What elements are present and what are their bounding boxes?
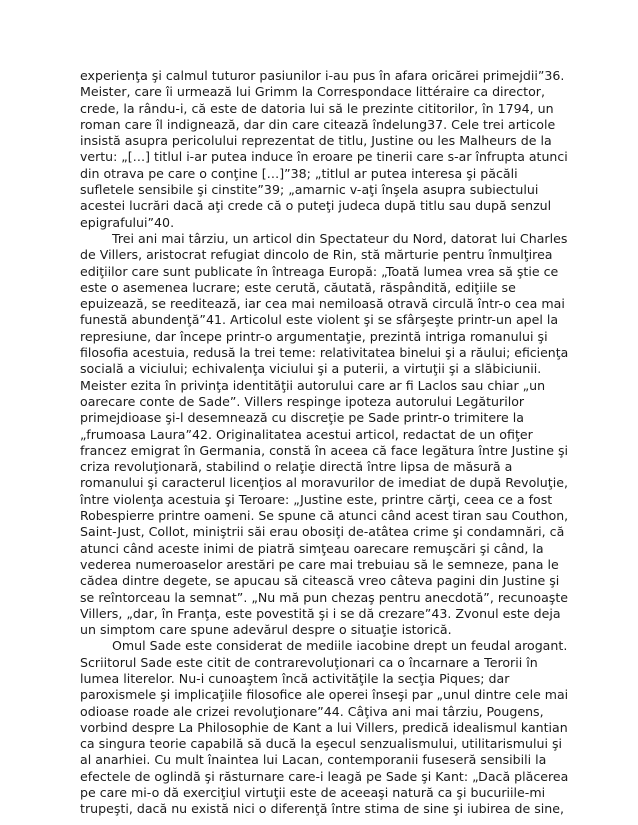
text-line: ca singura teorie capabilă să ducă la eşecul senzualismului, utilitarismului şi (80, 736, 563, 752)
text-line: între violenţa acestuia şi Teroare: „Justine este, printre cărţi, ceea ce a fost (80, 491, 553, 507)
text-line: sufletele sensibile şi cinstite”39; „amarnic v-aţi înşela asupra subiectului (80, 182, 539, 198)
text-line: pe care mi-o dă exerciţiul virtuţii este de aceeaşi natură ca şi bucuriile-mi (80, 785, 546, 801)
text-line: francez emigrat în Germania, constă în aceea că face legătura între Justine şi (80, 442, 569, 458)
text-line: epigrafului”40. (80, 214, 175, 230)
text-line: se reîntorceau la semnat”. „Nu mă pun chezaş pentru anecdotă”, recunoaşte (80, 589, 569, 605)
text-line: roman care îl indignează, dar din care citează îndelung37. Cele trei articole (80, 116, 556, 132)
text-line: cădea dintre degete, se apucau să citească vreo câteva pagini din Justine şi (80, 573, 560, 589)
text-line: ediţiilor care sunt publicate în întreaga Europă: „Toată lumea vrea să ştie ce (80, 263, 559, 279)
text-line: trupeşti, dacă nu există nici o diferenţă între stima de sine şi iubirea de sine, (80, 801, 564, 817)
text-line: al anarhiei. Cu mult înaintea lui Lacan, contemporanii fuseseră sensibili la (80, 752, 547, 768)
text-line: filosofia acestuia, redusă la trei teme: relativitatea binelui şi a răului; eficienţa (80, 345, 569, 361)
text-line: „frumoasa Laura”42. Originalitatea acestui articol, redactat de un ofiţer (80, 426, 533, 442)
text-line: romanului şi caracterul licenţios al moravurilor de imediat de după Revoluţie, (80, 475, 568, 491)
text-line: paroxismele şi implicaţiile filosofice ale operei înseşi par „unul dintre cele mai (80, 687, 569, 703)
text-line: vorbind despre La Philosophie de Kant a lui Villers, predică idealismul kantian (80, 719, 568, 735)
text-line: atunci când aceste inimi de piatră simţeau oarecare remuşcări şi când, la (80, 540, 544, 556)
text-line: epuizează, se reeditează, iar cea mai nemiloasă otravă circulă într-o cea mai (80, 296, 565, 312)
text-line: Villers, „dar, în Franţa, este povestită şi i se dă crezare”43. Zvonul este deja (80, 605, 561, 621)
text-line: Meister, care îi urmează lui Grimm la Correspondace littéraire ca director, (80, 84, 545, 100)
text-line: primejdioase şi-l desemnează cu discreţie pe Sade printr-o trimitere la (80, 410, 524, 426)
text-line: Robespierre printre oameni. Se spune că atunci când acest tiran sau Couthon, (80, 508, 569, 524)
text-line: criza revoluţionară, stabilind o relaţie directă între lipsa de măsură a (80, 459, 513, 475)
text-line: crede, la rându-i, că este de datoria lui să le prezinte cititorilor, în 1794, un (80, 100, 554, 116)
body-text (80, 68, 568, 818)
text-line: este o asemenea lucrare; este cerută, căutată, răspândită, ediţiile se (80, 279, 516, 295)
text-line: acestei lucrări dacă aţi crede că o puteţi judeca după titlu sau după senzul (80, 198, 552, 214)
text-line: un simptom care spune adevărul despre o situaţie istorică. (80, 622, 452, 638)
text-line: represiune, dar începe printr-o argumentaţie, prezintă intriga romanului şi (80, 328, 548, 344)
text-line: efectele de oglindă şi răsturnare care-i leagă pe Sade şi Kant: „Dacă plăcerea (80, 768, 569, 784)
text-line: de Villers, aristocrat refugiat dincolo de Rin, stă mărturie pentru înmulţirea (80, 247, 553, 263)
text-line: socială a viciului; echivalenţa viciului şi a puterii, a virtuţii şi a slăbiciunii. (80, 361, 542, 377)
paragraph-first-line: Trei ani mai târziu, un articol din Spectateur du Nord, datorat lui Charles (112, 230, 568, 246)
text-line: Meister ezita în privinţa identităţii autorului care ar fi Laclos sau chiar „un (80, 377, 546, 393)
text-line: din otrava pe care o conţine […]”38; „titlul ar putea interesa şi păcăli (80, 165, 518, 181)
text-line: Saint-Just, Collot, miniştrii săi erau obosiţi de-atâtea crime şi condamnări, că (80, 524, 565, 540)
text-line: oarecare conte de Sade”. Villers respinge ipoteza autorului Legăturilor (80, 393, 525, 409)
text-line: vertu: „[…] titlul i-ar putea induce în eroare pe tinerii care s-ar înfrupta atunci (80, 149, 568, 165)
text-line: vederea numeroaselor arestări pe care mai trebuiau să le semneze, pana le (80, 556, 559, 572)
text-line: Scriitorul Sade este citit de contrarevoluţionari ca o încarnare a Terorii în (80, 654, 538, 670)
text-line: experienţa şi calmul tuturor pasiunilor i-au pus în afara oricărei primejdii”36. (80, 68, 565, 83)
text-line: lumea literelor. Nu-i cunoaştem încă activităţile la secţia Piques; dar (80, 670, 510, 686)
text-line: insistă asupra pericolului reprezentat de titlu, Justine ou les Malheurs de la (80, 133, 552, 149)
paragraph-first-line: Omul Sade este considerat de mediile iacobine drept un feudal arogant. (112, 638, 568, 654)
text-line: funestă abundenţă”41. Articolul este violent şi se sfârşeşte printr-un apel la (80, 312, 559, 328)
text-line: odioase roade ale crizei revoluţionare”44. Câţiva ani mai târziu, Pougens, (80, 703, 544, 719)
